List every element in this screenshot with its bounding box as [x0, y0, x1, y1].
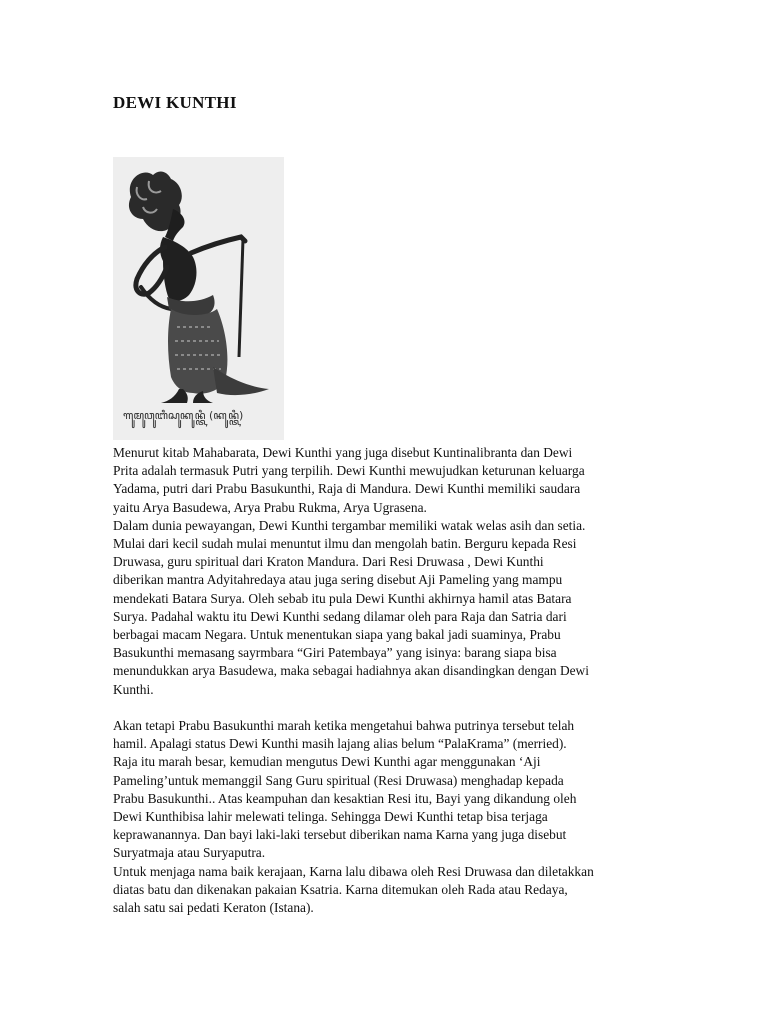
paragraph-1: Menurut kitab Mahabarata, Dewi Kunthi yang juga disebut Kuntinalibranta dan Dewi Prita adalah termasuk Putri yang terpilih. Dewi Kunthi mewujudkan keturunan keluarga Yadama, putri dari Prabu Basukunthi, Raja di Mandura. Dewi Kunthi memiliki saudara yaitu Arya Basudewa, Arya Prabu Rukma, Arya Ugrasena. Dalam dunia pewayangan, Dewi Kunthi tergambar memiliki watak welas asih dan setia. Mulai dari kecil sudah mulai menuntut ilmu dan mengolah batin. Berguru kepada Resi Druwasa, guru spiritual dari Kraton Mandura. Dari Resi Druwasa , Dewi Kunthi diberikan mantra Adyitahredaya atau juga sering disebut Aji Pameling yang mampu mendekati Batara Surya. Oleh sebab itu pula Dewi Kunthi akhirnya hamil atas Batara Surya. Padahal waktu itu Dewi Kunthi sedang dilamar oleh para Raja dan Satria dari berbagai macam Negara. Untuk menentukan siapa yang bakal jadi suaminya, Prabu Basukunthi memasang sayrmbara “Giri Patembaya” yang isinya: barang siapa bisa menundukkan arya Basudewa, maka sebagai hadiahnya akan disandingkan dengan Dewi Kunthi. [113, 445, 589, 697]
page-title: DEWI KUNTHI [113, 93, 237, 112]
wayang-figure-image [113, 157, 284, 440]
body-text [113, 444, 643, 917]
paragraph-2: Akan tetapi Prabu Basukunthi marah ketika mengetahui bahwa putrinya tersebut telah hamil. Apalagi status Dewi Kunthi masih lajang alias belum “PalaKrama” (merried). Raja itu marah besar, kemudian mengutus Dewi Kunthi agar menggunakan ‘Aji Pameling’untuk memanggil Sang Guru spiritual (Resi Druwasa) menghadap kepada Prabu Basukunthi.. Atas keampuhan dan kesaktian Resi itu, Bayi yang dikandung oleh Dewi Kunthibisa lahir melewati telinga. Sehingga Dewi Kunthi tetap bisa terjaga keprawanannya. Dan bayi laki-laki tersebut diberikan nama Karna yang juga disebut Suryatmaja atau Suryaputra. Untuk menjaga nama baik kerajaan, Karna lalu dibawa oleh Resi Druwasa dan diletakkan diatas batu dan dikenakan pakaian Ksatria. Karna ditemukan oleh Rada atau Redaya, salah satu sai pedati Keraton (Istana). [113, 718, 594, 916]
wayang-illustration [113, 157, 284, 440]
javanese-caption: ꦒꦸꦩꦸꦮꦸꦧꦶꦱꦸꦏꦸꦤ꧀ꦠꦶ (ꦏꦸꦤ꧀ꦠꦶ) [123, 409, 244, 422]
